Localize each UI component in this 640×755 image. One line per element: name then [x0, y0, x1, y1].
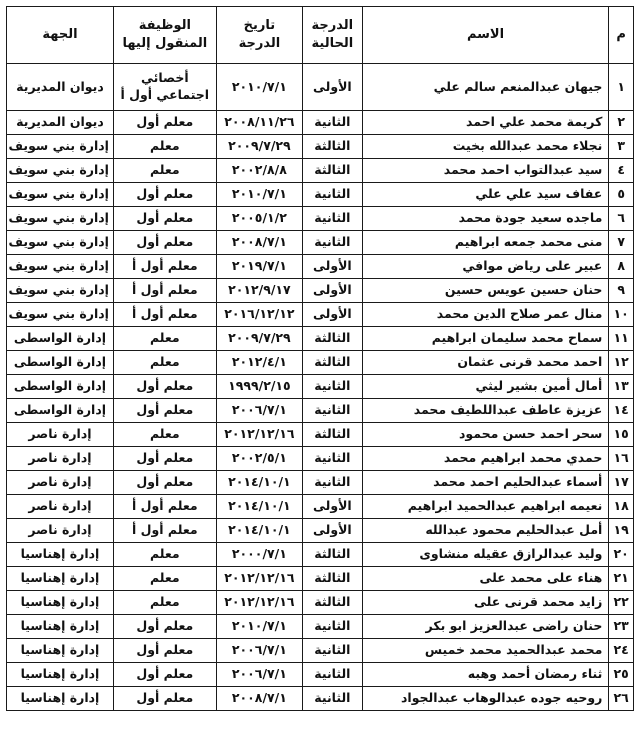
- transfer-job-cell: معلم: [113, 159, 216, 183]
- row-number-cell: ١٣: [609, 375, 634, 399]
- current-degree-cell: الأولى: [303, 279, 363, 303]
- transfer-job-cell: معلم أول: [113, 639, 216, 663]
- employee-name-cell: حنان راضى عبدالعزيز ابو بكر: [362, 615, 609, 639]
- row-number-cell: ٤: [609, 159, 634, 183]
- current-degree-cell: الثالثة: [303, 135, 363, 159]
- destination-cell: إدارة ناصر: [7, 423, 114, 447]
- current-degree-cell: الثالثة: [303, 567, 363, 591]
- degree-date-cell: ٢٠٠٦/٧/١: [216, 663, 302, 687]
- current-degree-cell: الأولى: [303, 64, 363, 111]
- degree-date-cell: ٢٠١٢/١٢/١٦: [216, 591, 302, 615]
- row-number-cell: ١٠: [609, 303, 634, 327]
- current-degree-cell: الأولى: [303, 303, 363, 327]
- table-row: [7, 615, 634, 639]
- transfer-job-cell: معلم: [113, 591, 216, 615]
- header-job: [113, 7, 216, 64]
- degree-date-cell: ٢٠١٤/١٠/١: [216, 495, 302, 519]
- transfer-job-cell: معلم أول: [113, 111, 216, 135]
- header-job-text: الوظيفة المنقول إليها: [122, 18, 208, 51]
- degree-date-cell: ٢٠١٠/٧/١: [216, 64, 302, 111]
- degree-date-cell: ٢٠١٢/٤/١: [216, 351, 302, 375]
- current-degree-cell: الأولى: [303, 495, 363, 519]
- row-number-cell: ١٢: [609, 351, 634, 375]
- row-number-cell: ١٩: [609, 519, 634, 543]
- transfer-job-cell: [113, 64, 216, 111]
- destination-cell: إدارة بني سويف: [7, 207, 114, 231]
- header-num: م: [609, 7, 634, 64]
- transfer-job-cell: معلم أول: [113, 447, 216, 471]
- degree-date-cell: ٢٠١٩/٧/١: [216, 255, 302, 279]
- table-row: [7, 207, 634, 231]
- table-row: [7, 327, 634, 351]
- header-degree-text: الدرجة الحالية: [311, 18, 354, 51]
- header-degree: [303, 7, 363, 64]
- transfer-job-cell: معلم أول: [113, 663, 216, 687]
- transfer-job-cell: معلم أول: [113, 687, 216, 711]
- employee-name-cell: منال عمر صلاح الدين محمد: [362, 303, 609, 327]
- destination-cell: إدارة بني سويف: [7, 303, 114, 327]
- employee-name-cell: ماجده سعيد جودة محمد: [362, 207, 609, 231]
- employee-name-cell: سحر احمد حسن محمود: [362, 423, 609, 447]
- row-number-cell: ٢٦: [609, 687, 634, 711]
- table-row: [7, 447, 634, 471]
- table-row: [7, 543, 634, 567]
- row-number-cell: ٥: [609, 183, 634, 207]
- destination-cell: إدارة بني سويف: [7, 279, 114, 303]
- current-degree-cell: الأولى: [303, 255, 363, 279]
- table-row: [7, 591, 634, 615]
- row-number-cell: ٢١: [609, 567, 634, 591]
- current-degree-cell: الثالثة: [303, 351, 363, 375]
- employee-name-cell: روحيه جوده عبدالوهاب عبدالجواد: [362, 687, 609, 711]
- table-row: [7, 279, 634, 303]
- destination-cell: إدارة إهناسيا: [7, 543, 114, 567]
- transfer-job-cell: معلم أول: [113, 231, 216, 255]
- table-row: [7, 471, 634, 495]
- destination-cell: إدارة إهناسيا: [7, 591, 114, 615]
- row-number-cell: ١٤: [609, 399, 634, 423]
- degree-date-cell: ٢٠٠٨/١١/٢٦: [216, 111, 302, 135]
- row-number-cell: ٣: [609, 135, 634, 159]
- current-degree-cell: الثانية: [303, 183, 363, 207]
- degree-date-cell: ٢٠٠٨/٧/١: [216, 231, 302, 255]
- employee-name-cell: منى محمد جمعه ابراهيم: [362, 231, 609, 255]
- current-degree-cell: الثانية: [303, 375, 363, 399]
- destination-cell: إدارة إهناسيا: [7, 663, 114, 687]
- transfer-job-cell: معلم: [113, 327, 216, 351]
- destination-cell: إدارة الواسطى: [7, 351, 114, 375]
- header-date-text: تاريخ الدرجة: [238, 18, 281, 51]
- table-row: [7, 495, 634, 519]
- degree-date-cell: ٢٠٠٨/٧/١: [216, 687, 302, 711]
- row-number-cell: ٩: [609, 279, 634, 303]
- destination-cell: إدارة إهناسيا: [7, 639, 114, 663]
- current-degree-cell: الثانية: [303, 447, 363, 471]
- employee-name-cell: عبير على رياض موافي: [362, 255, 609, 279]
- current-degree-cell: الثانية: [303, 231, 363, 255]
- row-number-cell: ٢٠: [609, 543, 634, 567]
- employee-name-cell: أسماء عبدالحليم احمد محمد: [362, 471, 609, 495]
- employee-name-cell: عفاف سيد علي علي: [362, 183, 609, 207]
- transfer-job-cell: معلم أول أ: [113, 255, 216, 279]
- current-degree-cell: الثالثة: [303, 423, 363, 447]
- employee-name-cell: محمد عبدالحميد محمد خميس: [362, 639, 609, 663]
- employee-name-cell: نجلاء محمد عبدالله بخيت: [362, 135, 609, 159]
- employee-name-cell: أمل عبدالحليم محمود عبدالله: [362, 519, 609, 543]
- table-row: [7, 303, 634, 327]
- table-row: [7, 231, 634, 255]
- transfer-job-cell: معلم أول أ: [113, 279, 216, 303]
- destination-cell: إدارة إهناسيا: [7, 687, 114, 711]
- current-degree-cell: الثانية: [303, 111, 363, 135]
- degree-date-cell: ٢٠١٤/١٠/١: [216, 471, 302, 495]
- degree-date-cell: ٢٠٠٢/٨/٨: [216, 159, 302, 183]
- destination-cell: إدارة بني سويف: [7, 231, 114, 255]
- degree-date-cell: ٢٠٠٦/٧/١: [216, 399, 302, 423]
- destination-cell: إدارة ناصر: [7, 471, 114, 495]
- transfer-job-cell: معلم أول: [113, 375, 216, 399]
- transfer-job-text: أخصائي اجتماعي أول أ: [120, 70, 210, 102]
- transfer-job-cell: معلم أول: [113, 399, 216, 423]
- row-number-cell: ٧: [609, 231, 634, 255]
- employee-name-cell: سيد عبدالتواب احمد محمد: [362, 159, 609, 183]
- transfer-job-cell: معلم أول أ: [113, 495, 216, 519]
- transfer-job-cell: معلم أول أ: [113, 303, 216, 327]
- table-row: [7, 639, 634, 663]
- destination-cell: إدارة ناصر: [7, 447, 114, 471]
- row-number-cell: ٢٤: [609, 639, 634, 663]
- row-number-cell: ٢٣: [609, 615, 634, 639]
- row-number-cell: ٦: [609, 207, 634, 231]
- transfer-job-cell: معلم: [113, 135, 216, 159]
- current-degree-cell: الثالثة: [303, 159, 363, 183]
- row-number-cell: ١٦: [609, 447, 634, 471]
- table-row: [7, 687, 634, 711]
- header-row: [7, 7, 634, 64]
- table-row: [7, 159, 634, 183]
- table-row: [7, 111, 634, 135]
- degree-date-cell: ٢٠٠٩/٧/٢٩: [216, 327, 302, 351]
- current-degree-cell: الثانية: [303, 207, 363, 231]
- destination-cell: إدارة ناصر: [7, 495, 114, 519]
- header-dest: الجهة: [7, 7, 114, 64]
- employee-name-cell: أمال أمين بشير ليثي: [362, 375, 609, 399]
- header-date: [216, 7, 302, 64]
- destination-cell: ديوان المديرية: [7, 64, 114, 111]
- degree-date-cell: ٢٠١٦/١٢/١٢: [216, 303, 302, 327]
- row-number-cell: ١: [609, 64, 634, 111]
- row-number-cell: ٢٥: [609, 663, 634, 687]
- destination-cell: إدارة بني سويف: [7, 183, 114, 207]
- current-degree-cell: الثانية: [303, 639, 363, 663]
- degree-date-cell: ٢٠١٠/٧/١: [216, 615, 302, 639]
- table-row: [7, 399, 634, 423]
- employee-name-cell: جيهان عبدالمنعم سالم علي: [362, 64, 609, 111]
- table-row: [7, 519, 634, 543]
- degree-date-cell: ٢٠١٢/١٢/١٦: [216, 567, 302, 591]
- row-number-cell: ١٥: [609, 423, 634, 447]
- degree-date-cell: ٢٠٠٩/٧/٢٩: [216, 135, 302, 159]
- transfer-job-cell: معلم أول أ: [113, 519, 216, 543]
- transfer-job-cell: معلم أول: [113, 471, 216, 495]
- employee-name-cell: حمدي محمد ابراهيم محمد: [362, 447, 609, 471]
- transfer-job-cell: معلم أول: [113, 183, 216, 207]
- row-number-cell: ٨: [609, 255, 634, 279]
- destination-cell: إدارة الواسطى: [7, 375, 114, 399]
- current-degree-cell: الثالثة: [303, 543, 363, 567]
- table-row: [7, 255, 634, 279]
- current-degree-cell: الثانية: [303, 687, 363, 711]
- degree-date-cell: ٢٠١٠/٧/١: [216, 183, 302, 207]
- current-degree-cell: الثانية: [303, 471, 363, 495]
- destination-cell: ديوان المديرية: [7, 111, 114, 135]
- table-row: [7, 567, 634, 591]
- transfer-job-cell: معلم: [113, 351, 216, 375]
- destination-cell: إدارة بني سويف: [7, 255, 114, 279]
- table-header: [7, 7, 634, 64]
- transfer-job-cell: معلم أول: [113, 207, 216, 231]
- employee-name-cell: كريمة محمد علي احمد: [362, 111, 609, 135]
- row-number-cell: ٢٢: [609, 591, 634, 615]
- destination-cell: إدارة ناصر: [7, 519, 114, 543]
- transfer-job-cell: معلم: [113, 423, 216, 447]
- current-degree-cell: الثالثة: [303, 327, 363, 351]
- table-row: [7, 663, 634, 687]
- row-number-cell: ١١: [609, 327, 634, 351]
- degree-date-cell: ١٩٩٩/٢/١٥: [216, 375, 302, 399]
- transfer-job-cell: معلم: [113, 567, 216, 591]
- employee-name-cell: نعيمه ابراهيم عبدالحميد ابراهيم: [362, 495, 609, 519]
- degree-date-cell: ٢٠٠٥/١/٢: [216, 207, 302, 231]
- employee-name-cell: احمد محمد قرنى عثمان: [362, 351, 609, 375]
- employee-name-cell: ثناء رمضان أحمد وهبه: [362, 663, 609, 687]
- destination-cell: إدارة إهناسيا: [7, 615, 114, 639]
- degree-date-cell: ٢٠١٤/١٠/١: [216, 519, 302, 543]
- destination-cell: إدارة الواسطى: [7, 327, 114, 351]
- table-row: [7, 135, 634, 159]
- degree-date-cell: ٢٠١٢/٩/١٧: [216, 279, 302, 303]
- employee-name-cell: وليد عبدالرازق عقيله منشاوى: [362, 543, 609, 567]
- transfer-job-cell: معلم أول: [113, 615, 216, 639]
- degree-date-cell: ٢٠٠٦/٧/١: [216, 639, 302, 663]
- degree-date-cell: ٢٠٠٢/٥/١: [216, 447, 302, 471]
- transfer-job-cell: معلم: [113, 543, 216, 567]
- table-row: [7, 64, 634, 111]
- employee-name-cell: عزيزة عاطف عبداللطيف محمد: [362, 399, 609, 423]
- destination-cell: إدارة بني سويف: [7, 135, 114, 159]
- degree-date-cell: ٢٠١٢/١٢/١٦: [216, 423, 302, 447]
- row-number-cell: ٢: [609, 111, 634, 135]
- transfers-table: [6, 6, 634, 711]
- table-row: [7, 423, 634, 447]
- employee-name-cell: سماح محمد سليمان ابراهيم: [362, 327, 609, 351]
- employee-name-cell: زايد محمد قرنى على: [362, 591, 609, 615]
- employee-name-cell: هناء على محمد على: [362, 567, 609, 591]
- row-number-cell: ١٨: [609, 495, 634, 519]
- destination-cell: إدارة إهناسيا: [7, 567, 114, 591]
- table-body: [7, 64, 634, 711]
- destination-cell: إدارة الواسطى: [7, 399, 114, 423]
- current-degree-cell: الثانية: [303, 663, 363, 687]
- employee-name-cell: حنان حسين عويس حسين: [362, 279, 609, 303]
- row-number-cell: ١٧: [609, 471, 634, 495]
- current-degree-cell: الثالثة: [303, 591, 363, 615]
- header-name: الاسم: [362, 7, 609, 64]
- current-degree-cell: الثانية: [303, 399, 363, 423]
- table-row: [7, 375, 634, 399]
- table-row: [7, 183, 634, 207]
- table-row: [7, 351, 634, 375]
- destination-cell: إدارة بني سويف: [7, 159, 114, 183]
- current-degree-cell: الأولى: [303, 519, 363, 543]
- degree-date-cell: ٢٠٠٠/٧/١: [216, 543, 302, 567]
- current-degree-cell: الثانية: [303, 615, 363, 639]
